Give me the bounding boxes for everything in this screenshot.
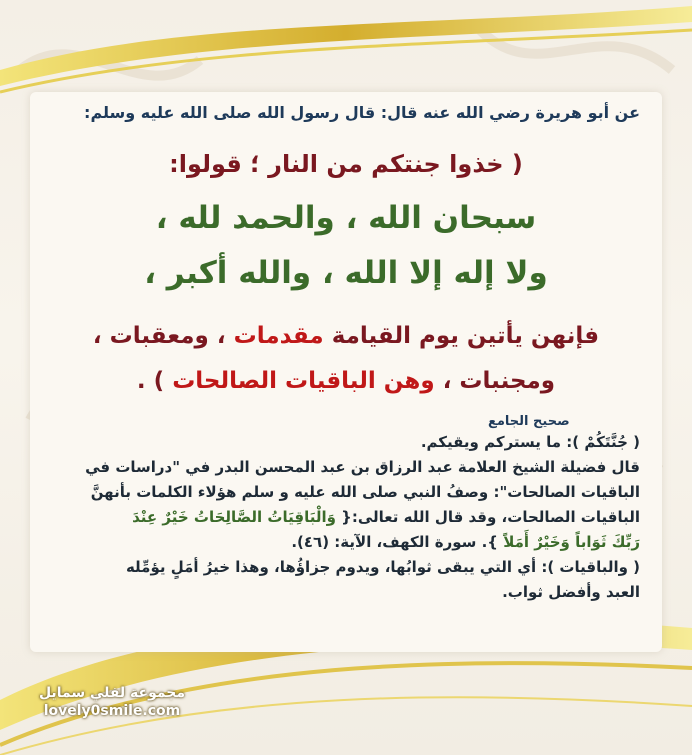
line4-highlight: مقدمات <box>233 323 324 349</box>
hadith-line-4 <box>52 323 640 349</box>
note-line-2: قال فضيلة الشيخ العلامة عبد الرزاق بن عبد المحسن البدر في "دراسات في <box>85 458 640 476</box>
hadith-line-5 <box>52 368 640 394</box>
note-line-6: ( والباقيات ): أي التي يبقى ثوابُها، ويدوم جزاؤُها، وهذا خيرُ أمَلٍ يؤمِّله <box>125 558 640 576</box>
watermark-latin: lovely0smile.com <box>43 703 181 719</box>
hadith-intro: عن أبو هريرة رضي الله عنه قال: قال رسول الله صلى الله عليه وسلم: <box>84 103 640 122</box>
line5-highlight: وهن الباقيات الصالحات <box>172 368 435 394</box>
note5-part-b: }. سورة الكهف، الآية: (٤٦). <box>291 533 498 551</box>
source-reference: صحيح الجامع <box>488 414 570 429</box>
watermark-arabic: مجموعة لفلي سمايل <box>38 685 186 701</box>
line5-part-c: ) . <box>136 368 165 394</box>
line5-part-a: ومجنبات ، <box>442 368 556 394</box>
note-line-7: العبد وأفضل ثواب. <box>502 583 640 601</box>
hadith-line-3: ولا إله إلا الله ، والله أكبر ، <box>144 255 548 291</box>
hadith-line-1: ( خذوا جنتكم من النار ؛ قولوا: <box>169 150 523 178</box>
hadith-line-2: سبحان الله ، والحمد لله ، <box>155 200 537 236</box>
note-line-4 <box>52 508 640 526</box>
note-line-5 <box>52 533 640 551</box>
watermark <box>22 685 202 719</box>
quran-verse-part-2: رَبِّكَ ثَوَاباً وَخَيْرٌ أَمَلاً <box>503 533 640 551</box>
line4-part-c: ، ومعقبات ، <box>92 323 226 349</box>
note-line-1: ( جُنَّتَكُمْ ): ما يستركم ويقيكم. <box>420 433 640 451</box>
note4-part-a: الباقيات الصالحات، وقد قال الله تعالى:{ <box>341 508 640 526</box>
note-line-3: الباقيات الصالحات": وصفُ النبي صلى الله عليه و سلم هؤلاء الكلمات بأنهنَّ <box>90 483 640 501</box>
line4-part-a: فإنهن يأتين يوم القيامة <box>331 323 600 349</box>
quran-verse-part-1: وَالْبَاقِيَاتُ الصَّالِحَاتُ خَيْرٌ عِنْدَ <box>132 508 336 526</box>
